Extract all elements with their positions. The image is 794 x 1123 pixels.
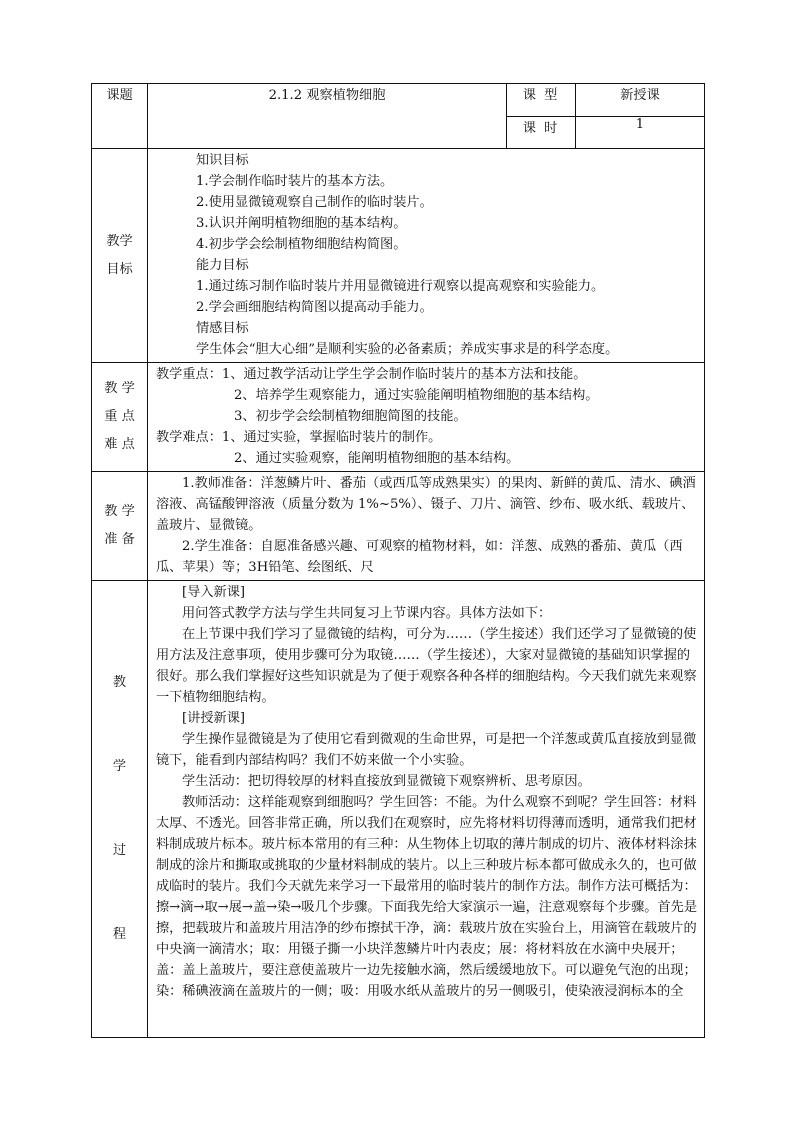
type-label: 课 型 [507, 84, 576, 117]
key-point-item: 2、培养学生观察能力，通过实验能阐明植物细胞的基本结构。 [234, 388, 599, 403]
section-heading: [讲授新课] [182, 711, 246, 726]
teacher-prep: 1.教师准备：洋葱鳞片叶、番茄（或西瓜等成熟果实）的果肉、新鲜的黄瓜、清水、碘酒溶液、高锰酸钾溶液（质量分数为 1%~5%）、镊子、刀片、滴管、纱布、吸水纸、载玻片、盖玻片、显微镜。 [156, 476, 696, 533]
objective-item: 4.初步学会绘制植物细胞结构简图。 [196, 237, 407, 252]
process-paragraph: 学生活动：把切得较厚的材料直接放到显微镜下观察辨析、思考原因。 [182, 774, 591, 789]
difficulty-item: 2、通过实验观察，能阐明植物细胞的基本结构。 [234, 451, 520, 466]
topic-label: 课题 [92, 84, 148, 149]
objective-item: 2.学会画细胞结构简图以提高动手能力。 [196, 300, 433, 315]
process-paragraph: 教师活动：这样能观察到细胞吗？学生回答：不能。为什么观察不到呢？学生回答：材料太厚、不透光。回答非常正确，所以我们在观察时，应先将材料切得薄而透明，通常我们把材料制成玻片标本。玻片标本常用的有三种：从生物体上切取的薄片制成的切片、液体材料涂抹制成的涂片和撕取或挑取的少量材料制成的装片。以上三种玻片标本都可做成永久的，也可做成临时的装片。我们今天就先来学习一下最常用的临时装片的制作方法。制作方法可概括为：擦→滴→取→展→盖→染→吸几个步骤。下面我先给大家演示一遍，注意观察每个步骤。首先是擦，把载玻片和盖玻片用洁净的纱布擦拭干净，滴：载玻片放在实验台上，用滴管在载玻片的中央滴一滴清水；取：用镊子撕一小块洋葱鳞片叶内表皮；展：将材料放在水滴中央展开；盖：盖上盖玻片，要注意使盖玻片一边先接触水滴，然后缓缓地放下。可以避免气泡的出现；染：稀碘液滴在盖玻片的一侧；吸：用吸水纸从盖玻片的另一侧吸引，使染液浸润标本的全 [156, 795, 698, 999]
process-content [148, 581, 705, 1038]
process-label: 教 学 过 程 [92, 581, 148, 1038]
preparation-content [148, 472, 705, 581]
process-paragraph: 用问答式教学方法与学生共同复习上节课内容。具体方法如下： [182, 606, 552, 621]
lesson-plan-table [91, 83, 705, 1038]
objective-item: 3.认识并阐明植物细胞的基本结构。 [196, 216, 407, 231]
objective-item: 1.通过练习制作临时装片并用显微镜进行观察以提高观察和实验能力。 [196, 279, 605, 294]
key-points-content [148, 363, 705, 472]
difficulty-item: 教学难点：1、通过实验，掌握临时装片的制作。 [156, 430, 442, 445]
hours-label: 课 时 [507, 116, 576, 149]
objective-heading: 知识目标 [196, 153, 249, 168]
process-paragraph: 在上节课中我们学习了显微镜的结构，可分为……（学生接述）我们还学习了显微镜的使用方法及注意事项，使用步骤可分为取镜……（学生接述），大家对显微镜的基础知识掌握的很好。那么我们掌握好这些知识就是为了便于观察各种各样的细胞结构。今天我们就先来观察一下植物细胞结构。 [156, 627, 697, 705]
type-value: 新授课 [576, 84, 705, 117]
objectives-label: 教学 目标 [92, 149, 148, 363]
objective-item: 1.学会制作临时装片的基本方法。 [196, 174, 394, 189]
process-paragraph: 学生操作显微镜是为了使用它看到微观的生命世界，可是把一个洋葱或黄瓜直接放到显微镜下，能看到内部结构吗？我们不妨来做一个小实验。 [156, 732, 697, 768]
key-point-item: 教学重点：1、通过教学活动让学生学会制作临时装片的基本方法和技能。 [156, 367, 587, 382]
key-points-label: 教 学 重 点 难 点 [92, 363, 148, 472]
hours-value: 1 [576, 116, 705, 149]
objectives-content [148, 149, 705, 363]
objective-heading: 情感目标 [196, 321, 249, 336]
section-heading: [导入新课] [182, 585, 246, 600]
student-prep: 2.学生准备：自愿准备感兴趣、可观察的植物材料，如：洋葱、成熟的番茄、黄瓜（西瓜、苹果）等；3H铅笔、绘图纸、尺 [156, 539, 683, 575]
topic-value: 2.1.2 观察植物细胞 [148, 84, 507, 149]
key-point-item: 3、初步学会绘制植物细胞简图的技能。 [234, 409, 467, 424]
preparation-label: 教 学 准 备 [92, 472, 148, 581]
objective-heading: 能力目标 [196, 258, 249, 273]
objective-item: 学生体会“胆大心细”是顺利实验的必备素质；养成实事求是的科学态度。 [196, 342, 619, 357]
objective-item: 2.使用显微镜观察自己制作的临时装片。 [196, 195, 433, 210]
